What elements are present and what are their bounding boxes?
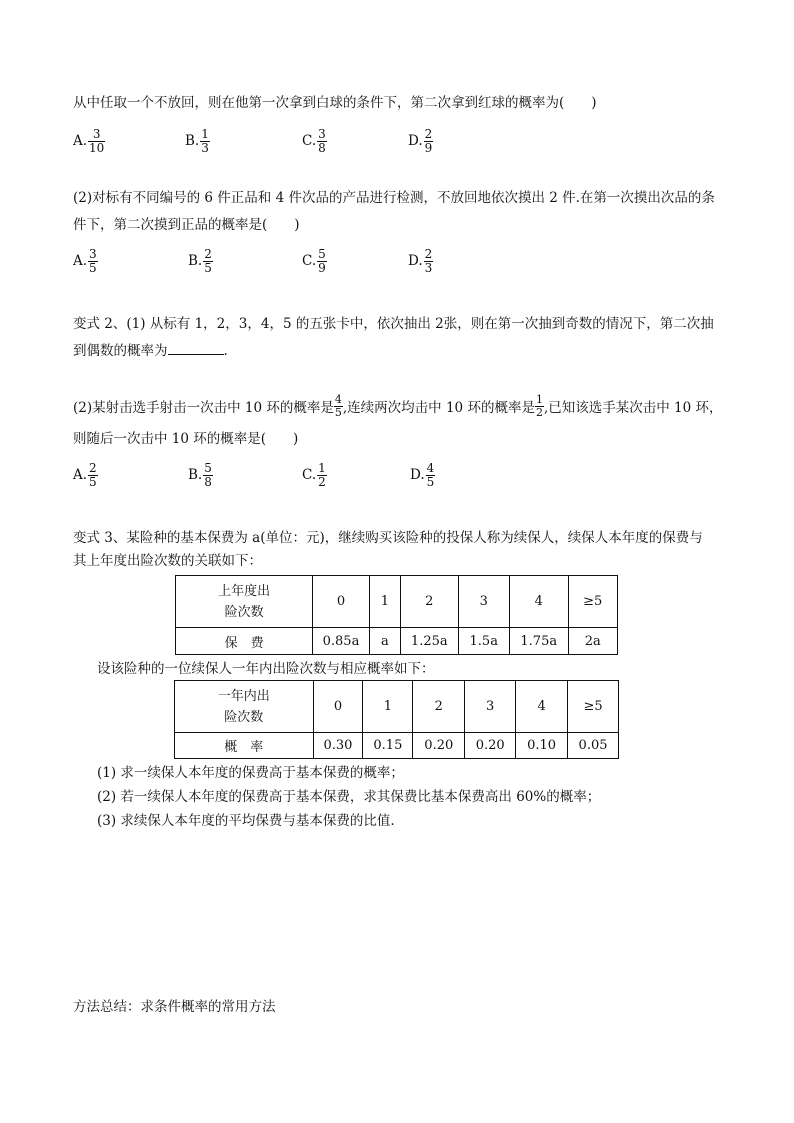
table-cell: 2a xyxy=(568,628,618,655)
table-cell: 3 xyxy=(465,681,516,733)
v2b-text-1: (2)某射击选手射击一次击中 10 环的概率是 xyxy=(73,400,334,416)
table-row xyxy=(175,733,619,759)
q1-option-d[interactable] xyxy=(408,124,433,158)
table-row xyxy=(176,576,618,628)
table-cell: 1 xyxy=(369,576,400,628)
q2-stem-line2: 件下，第二次摸到正品的概率是( ) xyxy=(73,217,300,233)
option-fraction: $\frac{5}{8}$ xyxy=(204,460,212,489)
table-cell: 4 xyxy=(516,681,568,733)
option-fraction: $\frac{3}{5}$ xyxy=(89,246,97,275)
v2-stem-text: 到偶数的概率为 xyxy=(73,343,168,359)
inline-fraction: $\frac{4}{5}$ xyxy=(334,393,342,419)
option-fraction: $\frac{2}{5}$ xyxy=(89,460,97,489)
v2b-option-d[interactable] xyxy=(410,458,435,492)
option-letter: B. xyxy=(188,253,203,269)
option-fraction: $\frac{4}{5}$ xyxy=(426,460,435,489)
table-cell: 0.05 xyxy=(568,733,619,759)
table-row-label: 概 率 xyxy=(175,733,314,759)
option-letter: C. xyxy=(302,133,317,149)
table-cell: 2 xyxy=(413,681,465,733)
option-letter: D. xyxy=(408,253,423,269)
table-cell: 0.10 xyxy=(516,733,568,759)
q1-stem: 从中任取一个不放回，则在他第一次拿到白球的条件下，第二次拿到红球的概率为( ) xyxy=(73,95,597,111)
q1-option-a[interactable] xyxy=(73,124,105,158)
q2-option-b[interactable] xyxy=(188,244,213,278)
v2b-stem-line2: 则随后一次击中 10 环的概率是( ) xyxy=(73,431,299,447)
v2-stem-line1: 变式 2、(1) 从标有 1，2，3，4，5 的五张卡中，依次抽出 2张，则在第一次抽到奇数的情况下，第二次抽 xyxy=(73,316,714,332)
v2b-options xyxy=(0,458,794,492)
table-cell: 1 xyxy=(363,681,413,733)
q2-options xyxy=(0,244,794,278)
option-fraction: $\frac{2}{9}$ xyxy=(424,126,433,155)
sub-question-1: (1) 求一续保人本年度的保费高于基本保费的概率； xyxy=(97,765,404,781)
table-cell: 1.5a xyxy=(458,628,509,655)
q1-option-c[interactable] xyxy=(302,124,327,158)
v2b-option-c[interactable] xyxy=(302,458,327,492)
option-fraction: $\frac{3}{10}$ xyxy=(89,126,105,155)
table-cell: 0 xyxy=(313,576,370,628)
v2-stem-period: . xyxy=(223,343,228,359)
table-cell: 0.30 xyxy=(313,733,363,759)
table-cell: 3 xyxy=(458,576,509,628)
option-fraction: $\frac{2}{3}$ xyxy=(424,246,433,275)
option-fraction: $\frac{1}{2}$ xyxy=(318,460,326,489)
answer-blank[interactable] xyxy=(168,340,224,355)
q2-stem-line1: (2)对标有不同编号的 6 件正品和 4 件次品的产品进行检测，不放回地依次摸出 2 件.在第一次摸出次品的条 xyxy=(73,190,715,206)
method-summary: 方法总结：求条件概率的常用方法 xyxy=(73,999,276,1015)
q1-option-b[interactable] xyxy=(185,124,210,158)
option-letter: C. xyxy=(302,467,317,483)
option-letter: C. xyxy=(302,253,317,269)
table-header-cell: 上年度出 险次数 xyxy=(176,576,313,628)
option-fraction: $\frac{2}{5}$ xyxy=(204,246,212,275)
table-cell: 2 xyxy=(401,576,459,628)
table-cell: 4 xyxy=(509,576,568,628)
q2-option-a[interactable] xyxy=(73,244,98,278)
q2-option-d[interactable] xyxy=(408,244,433,278)
table-cell: 1.75a xyxy=(509,628,568,655)
option-letter: B. xyxy=(188,467,203,483)
table-cell: 0.15 xyxy=(363,733,413,759)
sub-question-3: (3) 求续保人本年度的平均保费与基本保费的比值. xyxy=(97,813,395,829)
option-fraction: $\frac{3}{8}$ xyxy=(318,126,326,155)
table-cell: 1.25a xyxy=(401,628,459,655)
table-row xyxy=(175,681,619,733)
option-letter: A. xyxy=(73,133,88,149)
option-letter: B. xyxy=(185,133,200,149)
premium-table xyxy=(175,575,618,655)
v3-stem-line1: 变式 3、某险种的基本保费为 a(单位：元)，继续购买该险种的投保人称为续保人，续保人本年度的保费与 xyxy=(73,530,703,546)
inline-fraction: $\frac{1}{2}$ xyxy=(535,393,543,419)
option-fraction: $\frac{5}{9}$ xyxy=(318,246,326,275)
table-cell: a xyxy=(369,628,400,655)
v2b-text-2: ,连续两次均击中 10 环的概率是 xyxy=(342,400,535,416)
v2b-option-b[interactable] xyxy=(188,458,213,492)
option-letter: A. xyxy=(73,467,88,483)
v3-stem-line2: 其上年度出险次数的关联如下： xyxy=(73,553,262,569)
option-letter: D. xyxy=(410,467,425,483)
q1-options xyxy=(0,124,794,158)
sub-question-2: (2) 若一续保人本年度的保费高于基本保费，求其保费比基本保费高出 60%的概率； xyxy=(97,789,601,805)
v3-stem-line3: 设该险种的一位续保人一年内出险次数与相应概率如下： xyxy=(97,661,435,677)
table-cell: 0 xyxy=(313,681,363,733)
table-header-cell: 一年内出 险次数 xyxy=(175,681,314,733)
probability-table xyxy=(174,680,619,759)
v2b-text-3: ,已知该选手某次击中 10 环， xyxy=(543,400,723,416)
option-fraction: $\frac{1}{3}$ xyxy=(201,126,209,155)
table-cell: ≥5 xyxy=(568,576,618,628)
table-cell: 0.20 xyxy=(413,733,465,759)
option-letter: D. xyxy=(408,133,423,149)
table-cell: ≥5 xyxy=(568,681,619,733)
q2-option-c[interactable] xyxy=(302,244,327,278)
option-letter: A. xyxy=(73,253,88,269)
v2b-option-a[interactable] xyxy=(73,458,98,492)
table-cell: 0.20 xyxy=(465,733,516,759)
table-cell: 0.85a xyxy=(313,628,370,655)
v2-stem-line2 xyxy=(73,340,228,361)
table-row-label: 保 费 xyxy=(176,628,313,655)
v2b-stem-line1 xyxy=(73,393,723,421)
table-row xyxy=(176,628,618,655)
